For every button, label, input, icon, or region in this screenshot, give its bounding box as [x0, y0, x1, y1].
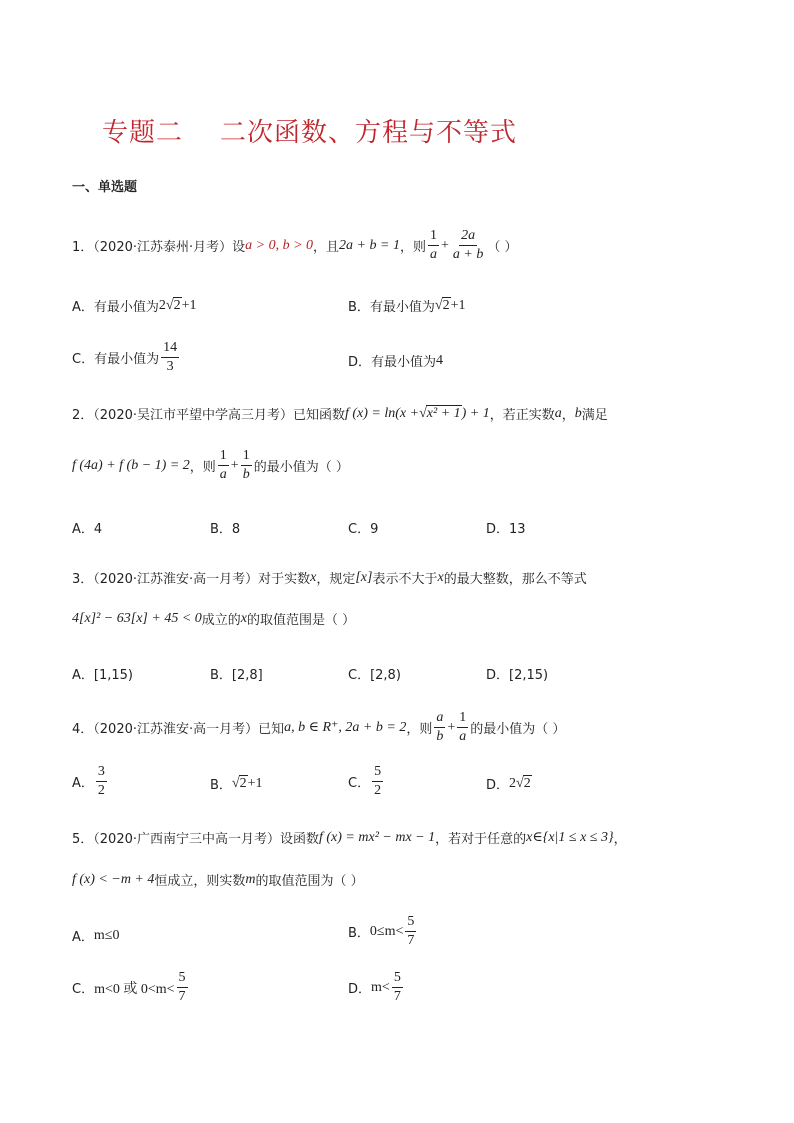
q1-option-d-label: D．有最小值为	[348, 355, 437, 370]
q3-option-a[interactable]: A．[1,15)	[72, 668, 133, 683]
q5-option-c-pre: m<0 或 0<m<	[94, 981, 175, 997]
q4-option-d-coef: 2	[509, 775, 517, 791]
q1-option-c-label: C．有最小值为	[72, 352, 160, 367]
q3-option-d[interactable]: D．[2,15)	[486, 668, 549, 683]
q4-option-d-radicand: 2	[523, 776, 531, 791]
q5-prefix: 5．（2020·广西南宁三中高一月考）设函数	[72, 832, 319, 847]
q1-fraction-2: $\frac{2a}{a + b}$	[452, 228, 484, 262]
q1-prefix: 1．（2020·江苏泰州·月考）设	[72, 240, 246, 255]
q4-option-a[interactable]	[72, 764, 109, 799]
q4-option-d-label: D．	[486, 778, 510, 793]
q5-end: ，	[613, 832, 627, 847]
q5-function: f (x) = mx² − mx − 1	[319, 829, 436, 845]
q4-plus: +	[447, 719, 456, 735]
q1-mid: ，且	[313, 240, 340, 255]
q2-option-b[interactable]: B．8	[210, 522, 241, 537]
q1-option-c-fraction: $\frac{14}{3}$	[163, 340, 178, 374]
q2-comma: ，	[561, 408, 575, 423]
q2-end: 的最小值为（ ）	[253, 460, 349, 475]
q3-prefix: 3．（2020·江苏淮安·高一月考）对于实数	[72, 572, 311, 587]
q2-var-a: a	[554, 405, 562, 421]
question-5	[72, 828, 627, 847]
q3-mid-3: 的最大整数，那么不等式	[443, 572, 587, 587]
q3-mid-4: 成立的	[201, 613, 241, 628]
q1-condition: a > 0, b > 0	[245, 237, 314, 253]
question-3-line-2	[72, 609, 355, 628]
q5-option-c[interactable]	[72, 970, 190, 1005]
q1-answer-paren: （ ）	[487, 240, 518, 255]
q4-fraction-2: $\frac{1}{a}$	[459, 710, 467, 744]
q5-option-b-fraction: $\frac{5}{7}$	[407, 914, 415, 948]
q4-fraction-1: $\frac{a}{b}$	[436, 710, 444, 744]
q1-option-b[interactable]: B．有最小值为 √ 2 +1	[348, 297, 466, 315]
q5-option-c-fraction: $\frac{5}{7}$	[178, 970, 186, 1004]
q2-fraction-2: $\frac{1}{b}$	[242, 448, 250, 482]
q1-option-a[interactable]: A．有最小值为 2 √ 2 +1	[72, 297, 197, 315]
q4-option-a-label: A．	[72, 776, 94, 791]
q2-option-a[interactable]: A．4	[72, 522, 103, 537]
q4-option-c-label: C．	[348, 776, 371, 791]
q2-option-c[interactable]: C．9	[348, 522, 379, 537]
q4-option-b-post: +1	[247, 775, 263, 791]
q4-end: 的最小值为（ ）	[470, 722, 566, 737]
q1-option-b-label: B．有最小值为	[348, 300, 435, 315]
q3-option-c[interactable]: C．[2,8)	[348, 668, 401, 683]
q2-then: ，则	[189, 460, 216, 475]
question-2-line-2	[72, 448, 349, 483]
q4-option-a-fraction: $\frac{3}{2}$	[97, 764, 105, 798]
q2-radicand: x² + 1	[426, 406, 461, 421]
q4-option-c[interactable]	[348, 764, 385, 799]
question-3	[72, 568, 587, 587]
q1-plus: +	[440, 237, 449, 253]
question-2: 2．（2020·吴江市平望中学高三月考）已知函数 f (x) = ln(x + √ x² + 1 ) + 1 ，若正实数 a ， b 满足	[72, 405, 608, 423]
question-5-line-2	[72, 870, 364, 889]
q2-function: f (x) = ln(x +	[345, 405, 420, 421]
q2-tail: ，若正实数	[489, 408, 555, 423]
q5-line2-end: 的取值范围为（ ）	[255, 874, 364, 889]
page-title: 专题二 二次函数、方程与不等式	[102, 118, 518, 148]
q1-option-a-post: +1	[181, 297, 197, 313]
q1-then: ，则	[399, 240, 426, 255]
q3-mid: ，规定	[316, 572, 356, 587]
q5-option-b[interactable]	[348, 914, 418, 949]
q1-fraction-1: $\frac{1}{a}$	[429, 228, 437, 262]
q2-tail-2: 满足	[581, 408, 608, 423]
q1-option-a-label: A．有最小值为	[72, 300, 159, 315]
question-4	[72, 710, 565, 745]
q5-option-d-label: D．	[348, 982, 372, 997]
q2-function-end: ) + 1	[461, 405, 490, 421]
q2-condition-eq: f (4a) + f (b − 1) = 2	[72, 457, 190, 473]
q5-line2-mid: 恒成立，则实数	[154, 874, 246, 889]
q4-option-b-label: B．	[210, 778, 232, 793]
q4-option-b[interactable]: B． √ 2 +1	[210, 775, 263, 793]
q1-option-d-value: 4	[436, 352, 444, 368]
q5-var-m: m	[245, 871, 256, 887]
q3-end: 的取值范围是（ ）	[247, 613, 356, 628]
q5-set: x∈{x|1 ≤ x ≤ 3}	[526, 830, 614, 845]
q1-option-d[interactable]	[348, 351, 443, 370]
section-heading: 一、单选题	[72, 180, 138, 195]
q3-var-x: x	[310, 569, 317, 585]
q5-option-a[interactable]	[72, 926, 119, 945]
q3-var-x-2: x	[437, 569, 444, 585]
q4-option-b-radicand: 2	[239, 776, 247, 791]
q5-option-d-fraction: $\frac{5}{7}$	[393, 970, 401, 1004]
q3-inequality: 4[x]² − 63[x] + 45 < 0	[72, 610, 202, 626]
q4-then: ，则	[406, 722, 433, 737]
q5-option-b-label: B．	[348, 926, 370, 941]
q4-condition: a, b ∈ R⁺, 2a + b = 2	[284, 720, 407, 735]
q5-condition-eq: f (x) < −m + 4	[72, 871, 155, 887]
q5-mid: ，若对于任意的	[435, 832, 527, 847]
q1-option-a-coef: 2	[158, 297, 166, 313]
q5-option-d[interactable]	[348, 970, 405, 1005]
question-1	[72, 228, 517, 263]
q5-option-a-value: m≤0	[93, 927, 120, 943]
q4-option-c-fraction: $\frac{5}{2}$	[374, 764, 382, 798]
q1-option-c[interactable]	[72, 340, 181, 375]
q1-option-b-post: +1	[450, 297, 466, 313]
q3-floor: [x]	[355, 569, 373, 585]
q4-option-d[interactable]: D． 2 √ 2	[486, 775, 531, 793]
q5-option-a-label: A．	[72, 930, 94, 945]
q5-option-d-pre: m<	[371, 979, 390, 995]
q2-fraction-1: $\frac{1}{a}$	[219, 448, 227, 482]
q2-var-b: b	[574, 405, 582, 421]
q5-option-c-label: C．	[72, 982, 95, 997]
q4-prefix: 4．（2020·江苏淮安·高一月考）已知	[72, 722, 285, 737]
q5-option-b-pre: 0≤m<	[369, 923, 404, 939]
q2-prefix: 2．（2020·吴江市平望中学高三月考）已知函数	[72, 408, 345, 423]
q3-mid-2: 表示不大于	[372, 572, 438, 587]
q3-var-x-3: x	[240, 610, 247, 626]
q1-equation: 2a + b = 1	[339, 237, 400, 253]
q3-option-b[interactable]: B．[2,8]	[210, 668, 263, 683]
q1-option-a-radicand: 2	[173, 298, 181, 313]
q1-option-b-radicand: 2	[442, 298, 450, 313]
q2-option-d[interactable]: D．13	[486, 522, 526, 537]
q2-plus: +	[230, 457, 239, 473]
